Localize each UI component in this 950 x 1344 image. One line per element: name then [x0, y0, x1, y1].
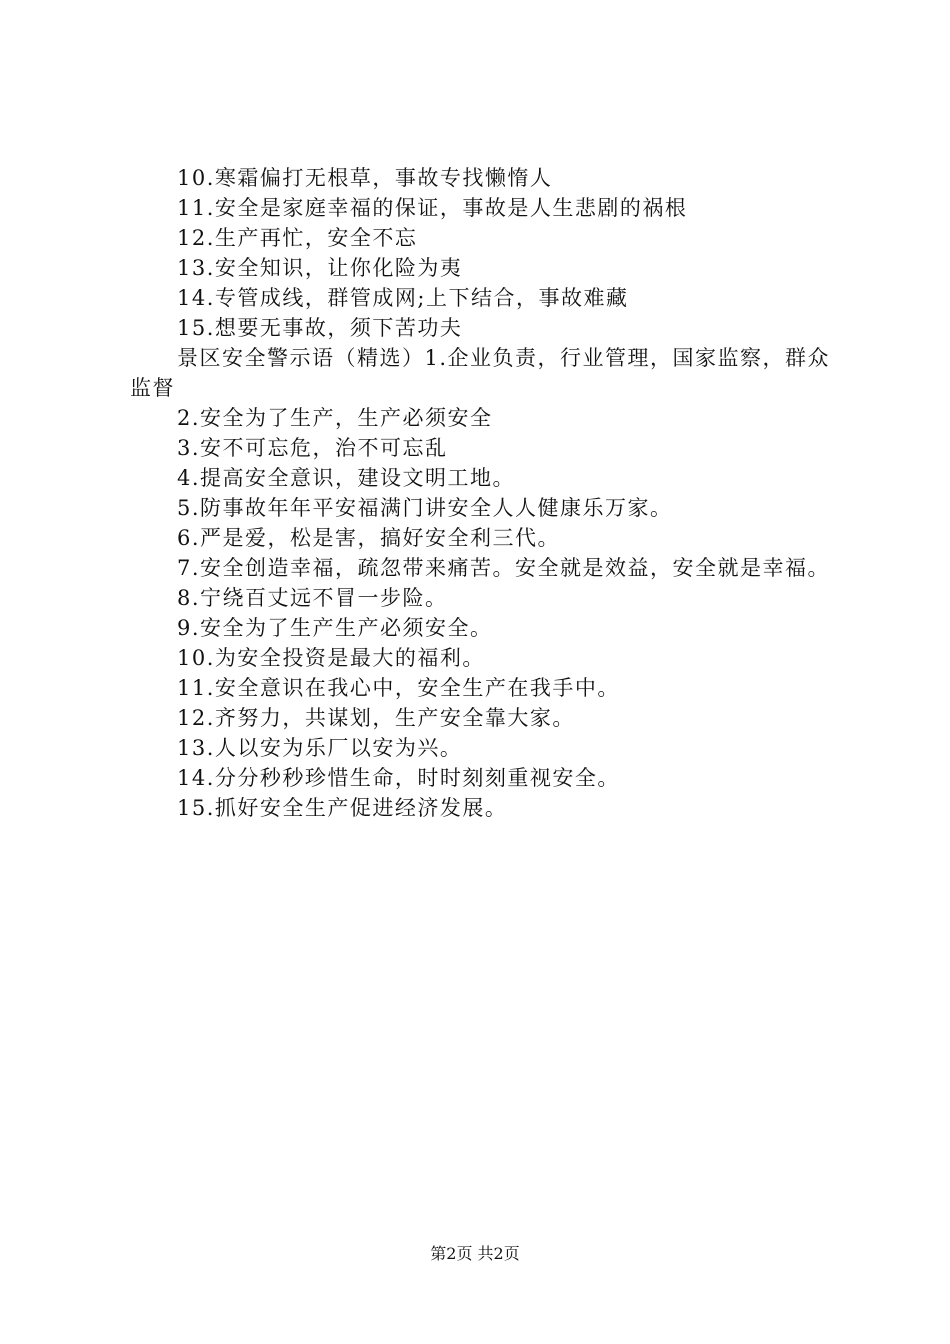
page-number-footer: 第2页 共2页: [430, 1244, 520, 1263]
paragraph: 12.齐努力，共谋划，生产安全靠大家。: [177, 706, 575, 730]
paragraph: 12.生产再忙，安全不忘: [177, 226, 418, 250]
paragraph: 9.安全为了生产生产必须安全。: [177, 616, 493, 640]
paragraph: 11.安全是家庭幸福的保证，事故是人生悲剧的祸根: [177, 196, 688, 220]
paragraph: 7.安全创造幸福，疏忽带来痛苦。安全就是效益，安全就是幸福。: [177, 556, 831, 580]
paragraph: 3.安不可忘危，治不可忘乱: [177, 436, 448, 460]
paragraph: 10.为安全投资是最大的福利。: [177, 646, 485, 670]
paragraph: 15.想要无事故，须下苦功夫: [177, 316, 463, 340]
paragraph: 14.专管成线，群管成网;上下结合，事故难藏: [177, 286, 629, 310]
paragraph: 景区安全警示语（精选）1.企业负责，行业管理，国家监察，群众监督: [130, 346, 831, 400]
paragraph: 2.安全为了生产，生产必须安全: [177, 406, 493, 430]
paragraph: 13.人以安为乐厂以安为兴。: [177, 736, 463, 760]
paragraph: 14.分分秒秒珍惜生命，时时刻刻重视安全。: [177, 766, 620, 790]
document-body: [130, 163, 835, 823]
paragraph: 5.防事故年年平安福满门讲安全人人健康乐万家。: [177, 496, 673, 520]
paragraph: 13.安全知识，让你化险为夷: [177, 256, 463, 280]
paragraph: 10.寒霜偏打无根草，事故专找懒惰人: [177, 166, 553, 190]
paragraph: 4.提高安全意识，建设文明工地。: [177, 466, 516, 490]
paragraph: 11.安全意识在我心中，安全生产在我手中。: [177, 676, 620, 700]
paragraph: 15.抓好安全生产促进经济发展。: [177, 796, 508, 820]
paragraph: 6.严是爱，松是害，搞好安全利三代。: [177, 526, 561, 550]
paragraph: 8.宁绕百丈远不冒一步险。: [177, 586, 448, 610]
